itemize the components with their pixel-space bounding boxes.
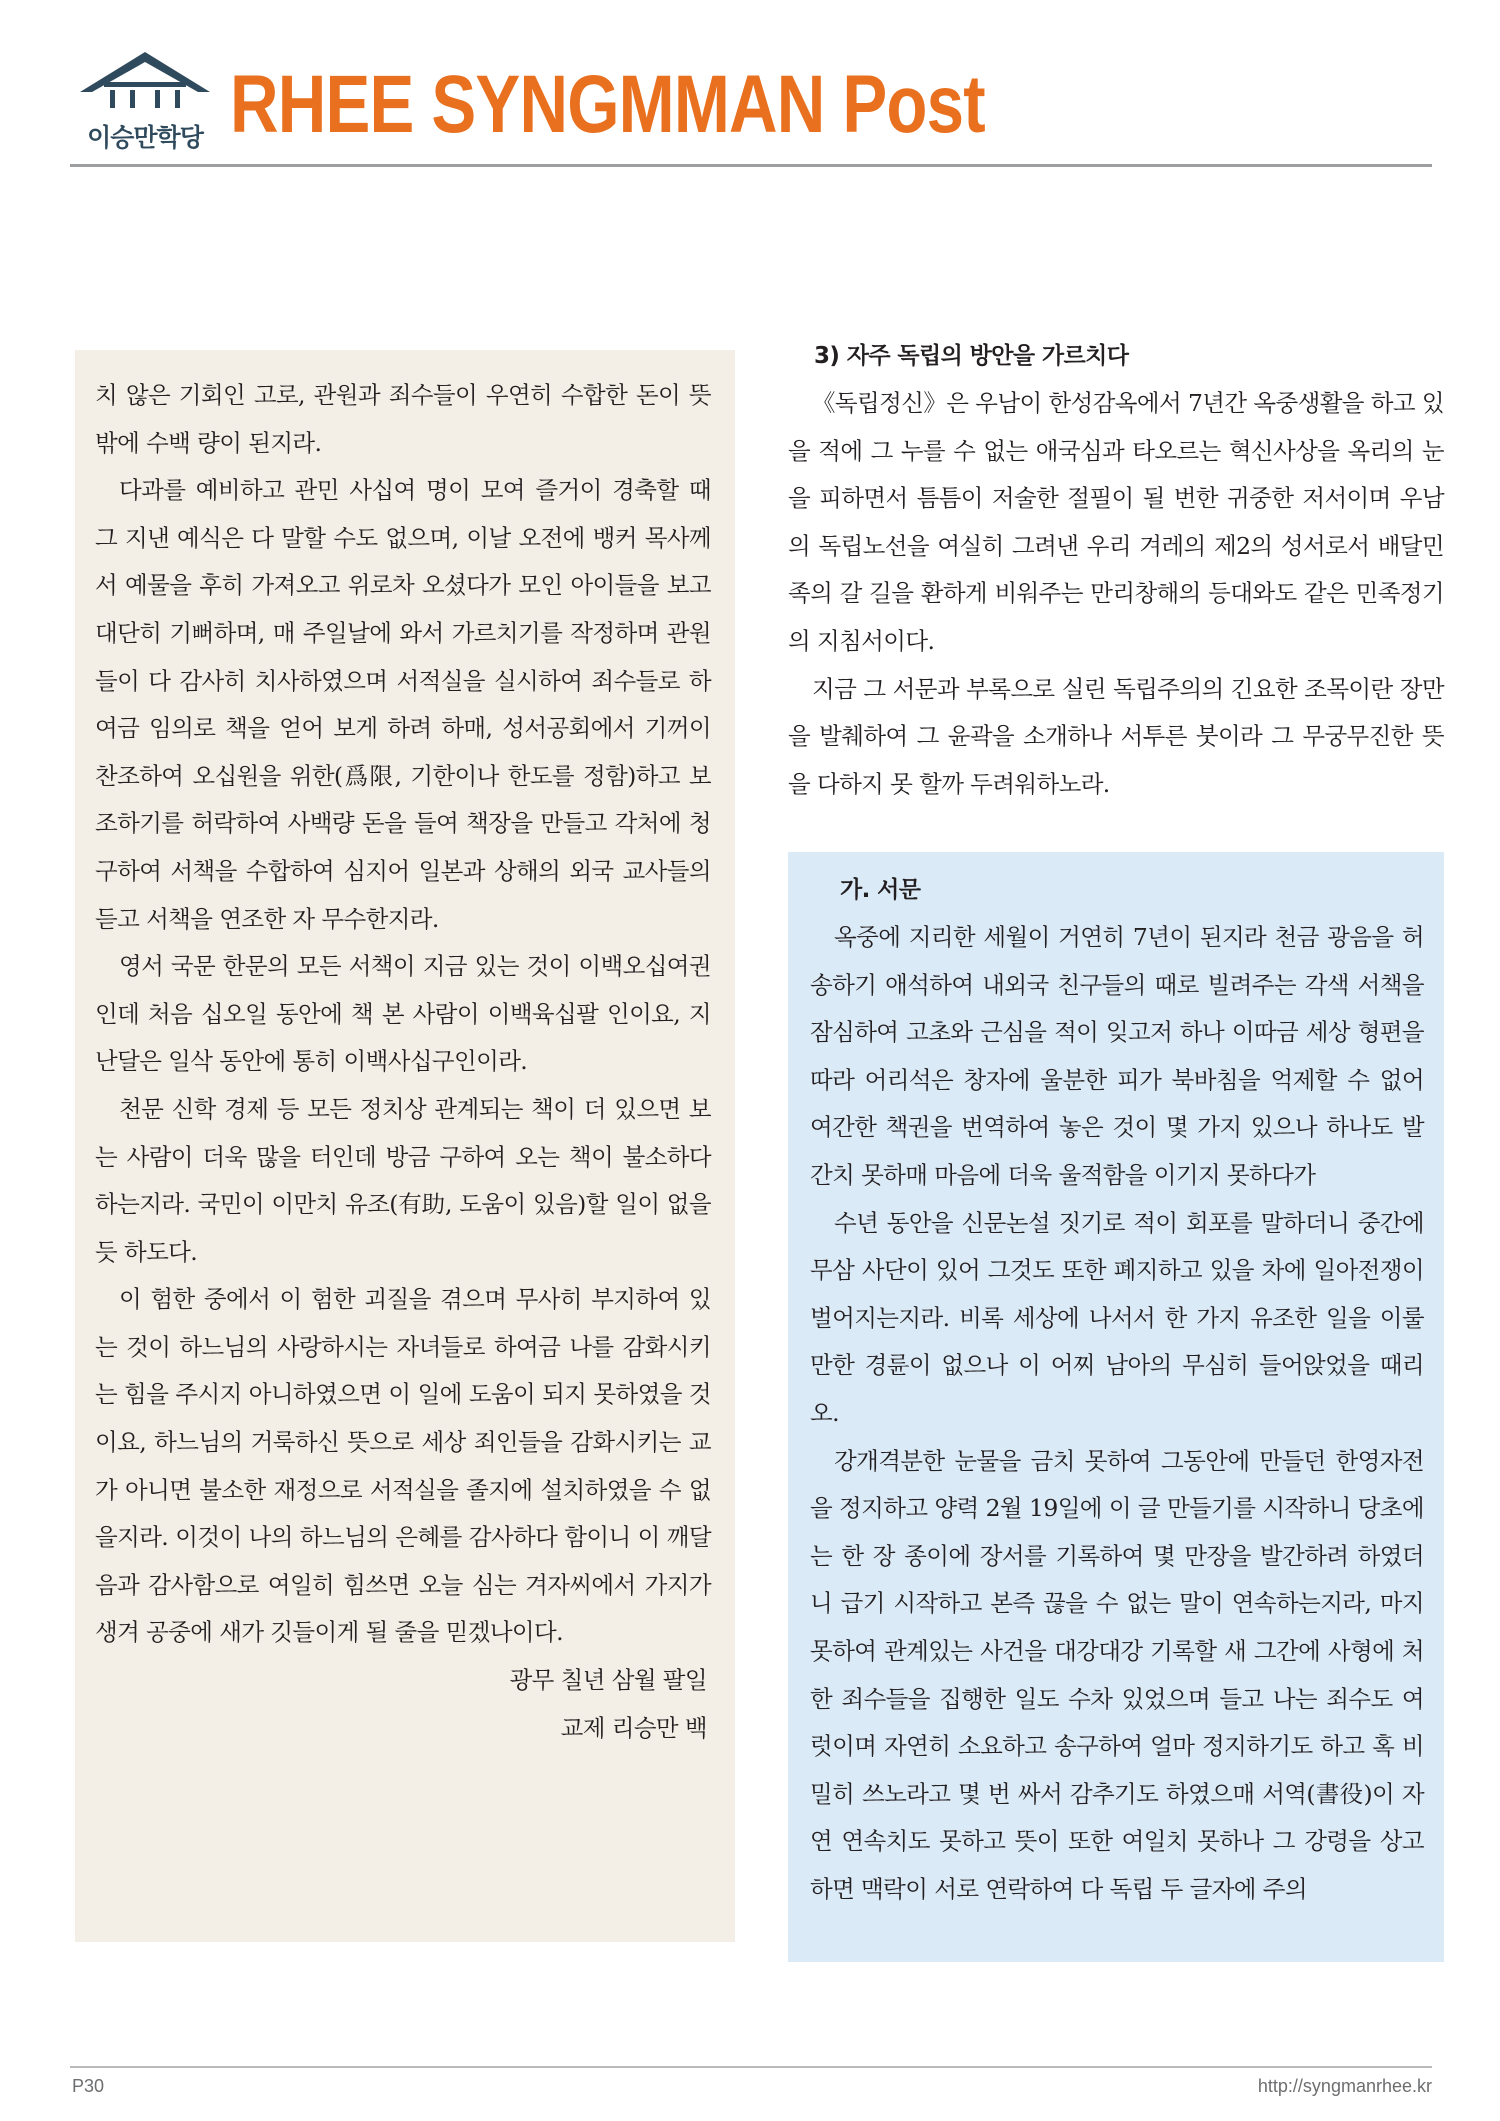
left-text-box bbox=[75, 350, 735, 1942]
brand-title: RHEE SYNGMMAN Post bbox=[230, 59, 985, 150]
section-heading: 3) 자주 독립의 방안을 가르치다 bbox=[814, 343, 1129, 369]
masthead bbox=[70, 40, 1432, 156]
house-logo-icon bbox=[70, 48, 220, 118]
logo-text: 이승만학당 bbox=[87, 123, 203, 152]
date-line: 광무 칠년 삼월 팔일 bbox=[509, 1666, 707, 1695]
right-paragraph: 지금 그 서문과 부록으로 실린 독립주의의 긴요한 조목이란 장만을 발췌하여 그 윤곽을 소개하나 서투른 붓이라 그 무궁무진한 뜻을 다하지 못 할까 두려워하노라. bbox=[788, 674, 1444, 798]
left-paragraph: 천문 신학 경제 등 모든 정치상 관계되는 책이 더 있으면 보는 사람이 더욱 많을 터인데 방금 구하여 오는 책이 불소하다 하는지라. 국민이 이만치 유조(有助, 도움이 있음)할 일이 없을 듯 하도다. bbox=[95, 1094, 711, 1266]
left-paragraph: 영서 국문 한문의 모든 서책이 지금 있는 것이 이백오십여권인데 처음 십오일 동안에 책 본 사람이 이백육십팔 인이요, 지난달은 일삭 동안에 통히 이백사십구인이라. bbox=[95, 952, 711, 1076]
logo bbox=[70, 48, 220, 156]
preface-heading: 가. 서문 bbox=[840, 877, 921, 903]
left-paragraph: 치 않은 기회인 고로, 관원과 죄수들이 우연히 수합한 돈이 뜻밖에 수백 량이 된지라. bbox=[95, 381, 711, 457]
signature: 교제 리승만 백 bbox=[560, 1713, 707, 1742]
left-paragraph: 다과를 예비하고 관민 사십여 명이 모여 즐거이 경축할 때 그 지낸 예식은 다 말할 수도 없으며, 이날 오전에 뱅커 목사께서 예물을 후히 가져오고 위로차 오셨다가 모인 아이들을 보고 대단히 기뻐하며, 매 주일날에 와서 가르치기를 작정하며 관원들이 다 감사히 치사하였으며 서적실을 실시하여 죄수들로 하여금 임의로 책을 얻어 보게 하려 하매, 성서공회에서 기꺼이 찬조하여 오십원을 위한(爲限, 기한이나 한도를 정함)하고 보조하기를 허락하여 사백량 돈을 들여 책장을 만들고 각처에 청구하여 서책을 수합하여 심지어 일본과 상해의 외국 교사들의 듣고 서책을 연조한 자 무수한지라. bbox=[95, 476, 711, 933]
header-divider bbox=[70, 164, 1432, 167]
website-link[interactable]: http://syngmanrhee.kr bbox=[1257, 2076, 1432, 2096]
preface-paragraph: 옥중에 지리한 세월이 거연히 7년이 된지라 천금 광음을 허송하기 애석하여 내외국 친구들의 때로 빌려주는 각색 서책을 잠심하여 고초와 근심을 적이 잊고저 하나 이따금 세상 형편을 따라 어리석은 창자에 울분한 피가 북바침을 억제할 수 없어 여간한 책권을 번역하여 놓은 것이 몇 가지 있으나 하나도 발간치 못하매 마음에 더욱 울적함을 이기지 못하다가 bbox=[810, 923, 1424, 1189]
preface-paragraph: 수년 동안을 신문논설 짓기로 적이 회포를 말하더니 중간에 무삼 사단이 있어 그것도 또한 폐지하고 있을 차에 일아전쟁이 벌어지는지라. 비록 세상에 나서서 한 가지 유조한 일을 이룰만한 경륜이 없으나 이 어찌 남아의 무심히 들어앉었을 때리오. bbox=[810, 1208, 1424, 1427]
preface-box bbox=[788, 852, 1444, 1962]
preface-paragraph: 강개격분한 눈물을 금치 못하여 그동안에 만들던 한영자전을 정지하고 양력 2월 19일에 이 글 만들기를 시작하니 당초에는 한 장 종이에 장서를 기록하여 몇 만장을 발간하려 하였더니 급기 시작하고 본즉 끊을 수 없는 말이 연속하는지라, 마지못하여 관계있는 사건을 대강대강 기록할 새 그간에 사형에 처한 죄수들을 집행한 일도 수차 있었으며 들고 나는 죄수도 여럿이며 자연히 소요하고 송구하여 얼마 정지하기도 하고 혹 비밀히 쓰노라고 몇 번 싸서 감추기도 하였으매 서역(書役)이 자연 연속치도 못하고 뜻이 또한 여일치 못하나 그 강령을 상고하면 맥락이 서로 연락하여 다 독립 두 글자에 주의 bbox=[810, 1446, 1424, 1903]
left-paragraph: 이 험한 중에서 이 험한 괴질을 겪으며 무사히 부지하여 있는 것이 하느님의 사랑하시는 자녀들로 하여금 나를 감화시키는 힘을 주시지 아니하였으면 이 일에 도움이 되지 못하였을 것이요, 하느님의 거룩하신 뜻으로 세상 죄인들을 감화시키는 교가 아니면 불소한 재정으로 서적실을 졸지에 설치하였을 수 없을지라. 이것이 나의 하느님의 은혜를 감사하다 함이니 이 깨달음과 감사함으로 여일히 힘쓰면 오늘 심는 겨자씨에서 가지가 생겨 공중에 새가 깃들이게 될 줄을 믿겠나이다. bbox=[95, 1285, 711, 1647]
right-column bbox=[788, 332, 1444, 808]
footer-divider bbox=[70, 2066, 1432, 2068]
page-number: P30 bbox=[72, 2076, 105, 2096]
right-paragraph: 《독립정신》은 우남이 한성감옥에서 7년간 옥중생활을 하고 있을 적에 그 누를 수 없는 애국심과 타오르는 혁신사상을 옥리의 눈을 피하면서 틈틈이 저술한 절필이 될 번한 귀중한 저서이며 우남의 독립노선을 여실히 그려낸 우리 겨레의 제2의 성서로서 배달민족의 갈 길을 환하게 비워주는 만리창해의 등대와도 같은 민족정기의 지침서이다. bbox=[788, 389, 1444, 655]
